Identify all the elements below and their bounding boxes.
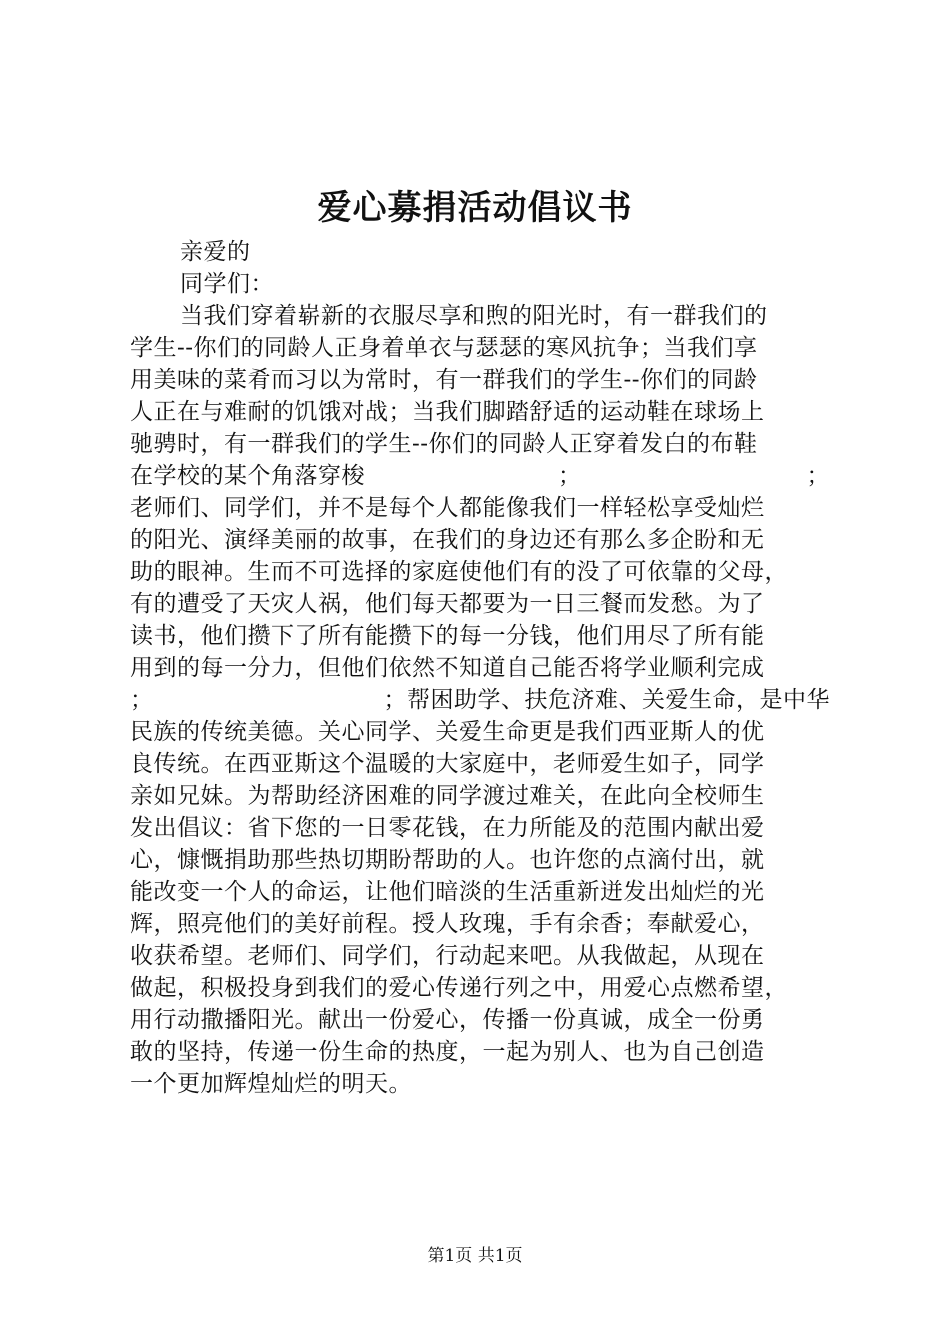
paragraph-split-line xyxy=(130,684,830,716)
paragraph-line: 民族的传统美德。关心同学、关爱生命更是我们西亚斯人的优 xyxy=(130,719,765,745)
paragraph-line: 用行动撒播阳光。献出一份爱心，传播一份真诚，成全一份勇 xyxy=(130,1007,765,1033)
document-body xyxy=(130,236,830,1100)
paragraph-line: 用美味的菜肴而习以为常时，有一群我们的学生--你们的同龄 xyxy=(130,367,758,393)
paragraph-split-line xyxy=(130,460,830,492)
paragraph-line: 辉，照亮他们的美好前程。授人玫瑰，手有余香；奉献爱心， xyxy=(130,911,765,937)
paragraph-line: 做起，积极投身到我们的爱心传递行列之中，用爱心点燃希望， xyxy=(130,975,788,1001)
document-title: 爱心募捐活动倡议书 xyxy=(317,188,633,228)
paragraph-line: 发出倡议：省下您的一日零花钱，在力所能及的范围内献出爱 xyxy=(130,815,765,841)
paragraph-line: 敢的坚持，传递一份生命的热度，一起为别人、也为自己创造 xyxy=(130,1039,765,1065)
split-segment: ；帮困助学、扶危济难、关爱生命，是中华 xyxy=(383,687,830,713)
paragraph-line: 人正在与难耐的饥饿对战；当我们脚踏舒适的运动鞋在球场上 xyxy=(130,399,765,425)
greeting-line-2: 同学们： xyxy=(180,271,274,297)
paragraph-line: 读书，他们攒下了所有能攒下的每一分钱，他们用尽了所有能 xyxy=(130,623,765,649)
paragraph-line: 一个更加辉煌灿烂的明天。 xyxy=(130,1071,412,1097)
split-segment: ； xyxy=(130,687,154,713)
paragraph-line: 能改变一个人的命运，让他们暗淡的生活重新迸发出灿烂的光 xyxy=(130,879,765,905)
paragraph-line: 驰骋时，有一群我们的学生--你们的同龄人正穿着发白的布鞋 xyxy=(130,431,758,457)
split-segment: ； xyxy=(558,463,582,489)
paragraph-line: 助的眼神。生而不可选择的家庭使他们有的没了可依靠的父母， xyxy=(130,559,788,585)
paragraph-line: 学生--你们的同龄人正身着单衣与瑟瑟的寒风抗争；当我们享 xyxy=(130,335,758,361)
paragraph-line: 用到的每一分力，但他们依然不知道自己能否将学业顺利完成 xyxy=(130,655,765,681)
paragraph-line: 心，慷慨捐助那些热切期盼帮助的人。也许您的点滴付出，就 xyxy=(130,847,765,873)
paragraph-line: 亲如兄妹。为帮助经济困难的同学渡过难关，在此向全校师生 xyxy=(130,783,765,809)
split-segment: ； xyxy=(806,463,830,489)
paragraph-line: 收获希望。老师们、同学们，行动起来吧。从我做起，从现在 xyxy=(130,943,765,969)
split-segment: 在学校的某个角落穿梭 xyxy=(130,463,365,489)
paragraph-line: 老师们、同学们，并不是每个人都能像我们一样轻松享受灿烂 xyxy=(130,495,765,521)
paragraph-line: 当我们穿着崭新的衣服尽享和煦的阳光时，有一群我们的 xyxy=(180,303,768,329)
paragraph-line: 有的遭受了天灾人祸，他们每天都要为一日三餐而发愁。为了 xyxy=(130,591,765,617)
greeting-line-1: 亲爱的 xyxy=(180,239,251,265)
paragraph-line: 良传统。在西亚斯这个温暖的大家庭中，老师爱生如子，同学 xyxy=(130,751,765,777)
paragraph-line: 的阳光、演绎美丽的故事，在我们的身边还有那么多企盼和无 xyxy=(130,527,765,553)
page-footer: 第1页 共1页 xyxy=(427,1246,523,1266)
